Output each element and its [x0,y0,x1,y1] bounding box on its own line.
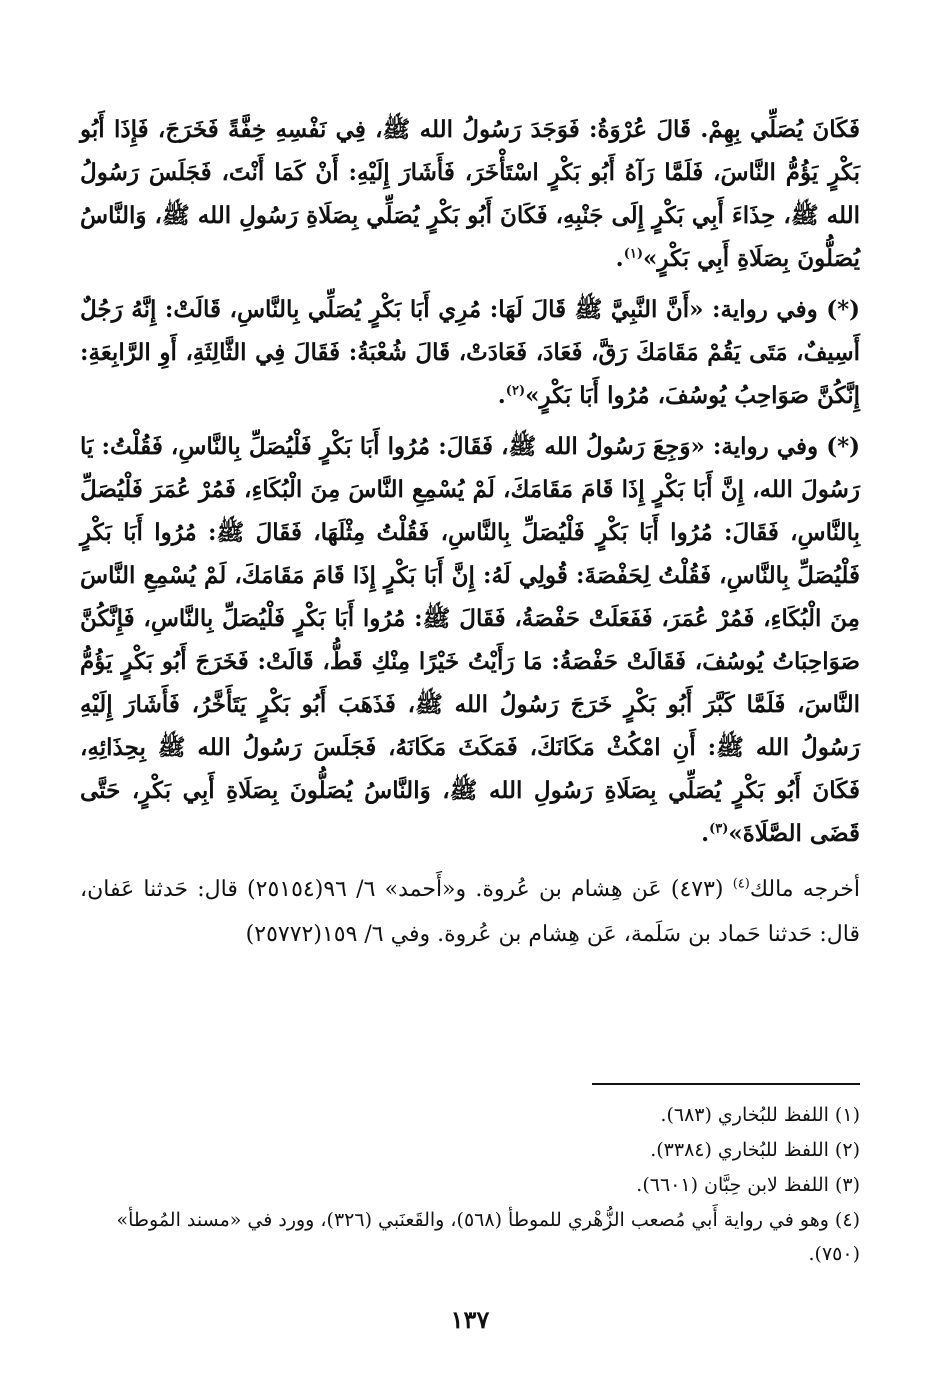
source-text: (٤٧٣) عَن هِشام بن عُروة. و«أَحمد» ٦/ ٩٦(٢٥١٥٤) قال: حَدثنا عَفان، قال: حَدثنا حَماد بن سَلَمة، عَن هِشام بن عُروة. وفي ٦/ ١٥٩(٢٥٧٧٢) [80,877,860,947]
footnotes [80,1098,860,1271]
source-text: أخرجه مالك [749,877,861,902]
footnote-marker: (٢) [505,383,526,399]
footnote: (١) اللفظ للبُخاري (٦٨٣). [660,1104,860,1126]
paragraph-end: . [701,820,710,847]
footnote-marker: (١) [623,246,643,262]
footnote: (٢) اللفظ للبُخاري (٣٣٨٤). [650,1139,860,1161]
page-number: ١٣٧ [450,1305,490,1334]
hadith-paragraph [80,425,860,855]
hadith-paragraph [80,108,860,280]
paragraph-text: فَكَانَ يُصَلِّي بِهِمْ. قَالَ عُرْوَةُ: فَوَجَدَ رَسُولُ الله ﷺ، فِي نَفْسِهِ خِفَّةً فَخَرَجَ، فَإِذَا أَبُو بَكْرٍ يَؤُمُّ النَّاسَ، فَلَمَّا رَآهُ أَبُو بَكْرٍ اسْتَأْخَرَ، فَأَشَارَ إِلَيْهِ: أَنْ كَمَا أَنْتَ، فَجَلَسَ رَسُولُ الله ﷺ، حِذَاءَ أَبِي بَكْرٍ إِلَى جَنْبِهِ، فَكَانَ أَبُو بَكْرٍ يُصَلِّي بِصَلَاةِ رَسُولِ الله ﷺ، وَالنَّاسُ يُصَلُّونَ بِصَلَاةِ أَبِي بَكْرٍ» [80,116,860,272]
source-paragraph [80,867,860,957]
footnote-divider [592,1083,860,1085]
paragraph-end: . [497,382,506,409]
paragraph-end: . [615,245,624,272]
footnote: (٤) وهو في رواية أَبي مُصعب الزُّهْري للموطأ (٥٦٨)، والقَعنَبي (٣٢٦)، وورد في «مسند المُوطأ» (٧٥٠). [116,1209,860,1265]
main-text [80,108,860,957]
paragraph-text: (*) وفي رواية: «وَجِعَ رَسُولُ الله ﷺ، فَقَالَ: مُرُوا أَبَا بَكْرٍ فَلْيُصَلِّ بِالنَّاسِ، فَقُلْتُ: يَا رَسُولَ الله، إِنَّ أَبَا بَكْرٍ إِذَا قَامَ مَقَامَكَ، لَمْ يُسْمِعِ النَّاسَ مِنَ الْبُكَاءِ، فَمُرْ عُمَرَ فَلْيُصَلِّ بِالنَّاسِ، فَقَالَ: مُرُوا أَبَا بَكْرٍ فَلْيُصَلِّ بِالنَّاسِ، فَقُلْتُ مِثْلَهَا، فَقَالَ ﷺ: مُرُوا أَبَا بَكْرٍ فَلْيُصَلِّ بِالنَّاسِ، فَقُلْتُ لِحَفْصَةَ: قُولِي لَهُ: إِنَّ أَبَا بَكْرٍ إِذَا قَامَ مَقَامَكَ، لَمْ يُسْمِعِ النَّاسَ مِنَ الْبُكَاءِ، فَمُرْ عُمَرَ، فَفَعَلَتْ حَفْصَةُ، فَقَالَ ﷺ: مُرُوا أَبَا بَكْرٍ فَلْيُصَلِّ بِالنَّاسِ، فَإِنَّكُنَّ صَوَاحِبَاتُ يُوسُفَ، فَقَالَتْ حَفْصَةُ: مَا رَأَيْتُ خَيْرًا مِنْكِ قَطُّ، قَالَتْ: فَخَرَجَ أَبُو بَكْرٍ يَؤُمُّ النَّاسَ، فَلَمَّا كَبَّرَ أَبُو بَكْرٍ خَرَجَ رَسُولُ الله ﷺ، فَذَهَبَ أَبُو بَكْرٍ يَتَأَخَّرُ، فَأَشَارَ إِلَيْهِ رَسُولُ الله ﷺ: أَنِ امْكُثْ مَكَانَكَ، فَمَكَثَ مَكَانَهُ، فَجَلَسَ رَسُولُ الله ﷺ بِحِذَائِهِ، فَكَانَ أَبُو بَكْرٍ يُصَلِّي بِصَلَاةِ رَسُولِ الله ﷺ، وَالنَّاسُ يُصَلُّونَ بِصَلَاةِ أَبِي بَكْرٍ، حَتَّى قَضَى الصَّلَاةَ» [80,433,860,847]
footnote-marker: (٤) [732,876,750,892]
footnote-marker: (٣) [709,821,729,837]
footnote: (٣) اللفظ لابن حِبَّان (٦٦٠١). [636,1174,860,1196]
hadith-paragraph [80,288,860,417]
paragraph-text: (*) وفي رواية: «أَنَّ النَّبِيَّ ﷺ قَالَ لَهَا: مُرِي أَبَا بَكْرٍ يُصَلِّي بِالنَّاسِ، قَالَتْ: إِنَّهُ رَجُلٌ أَسِيفٌ، مَتَى يَقُمْ مَقَامَكَ رَقَّ، فَعَادَ، فَعَادَتْ، قَالَ شُعْبَةُ: فَقَالَ فِي الثَّالِثَةِ، أَوِ الرَّابِعَةِ: إِنَّكُنَّ صَوَاحِبُ يُوسُفَ، مُرُوا أَبَا بَكْرٍ» [80,296,860,409]
